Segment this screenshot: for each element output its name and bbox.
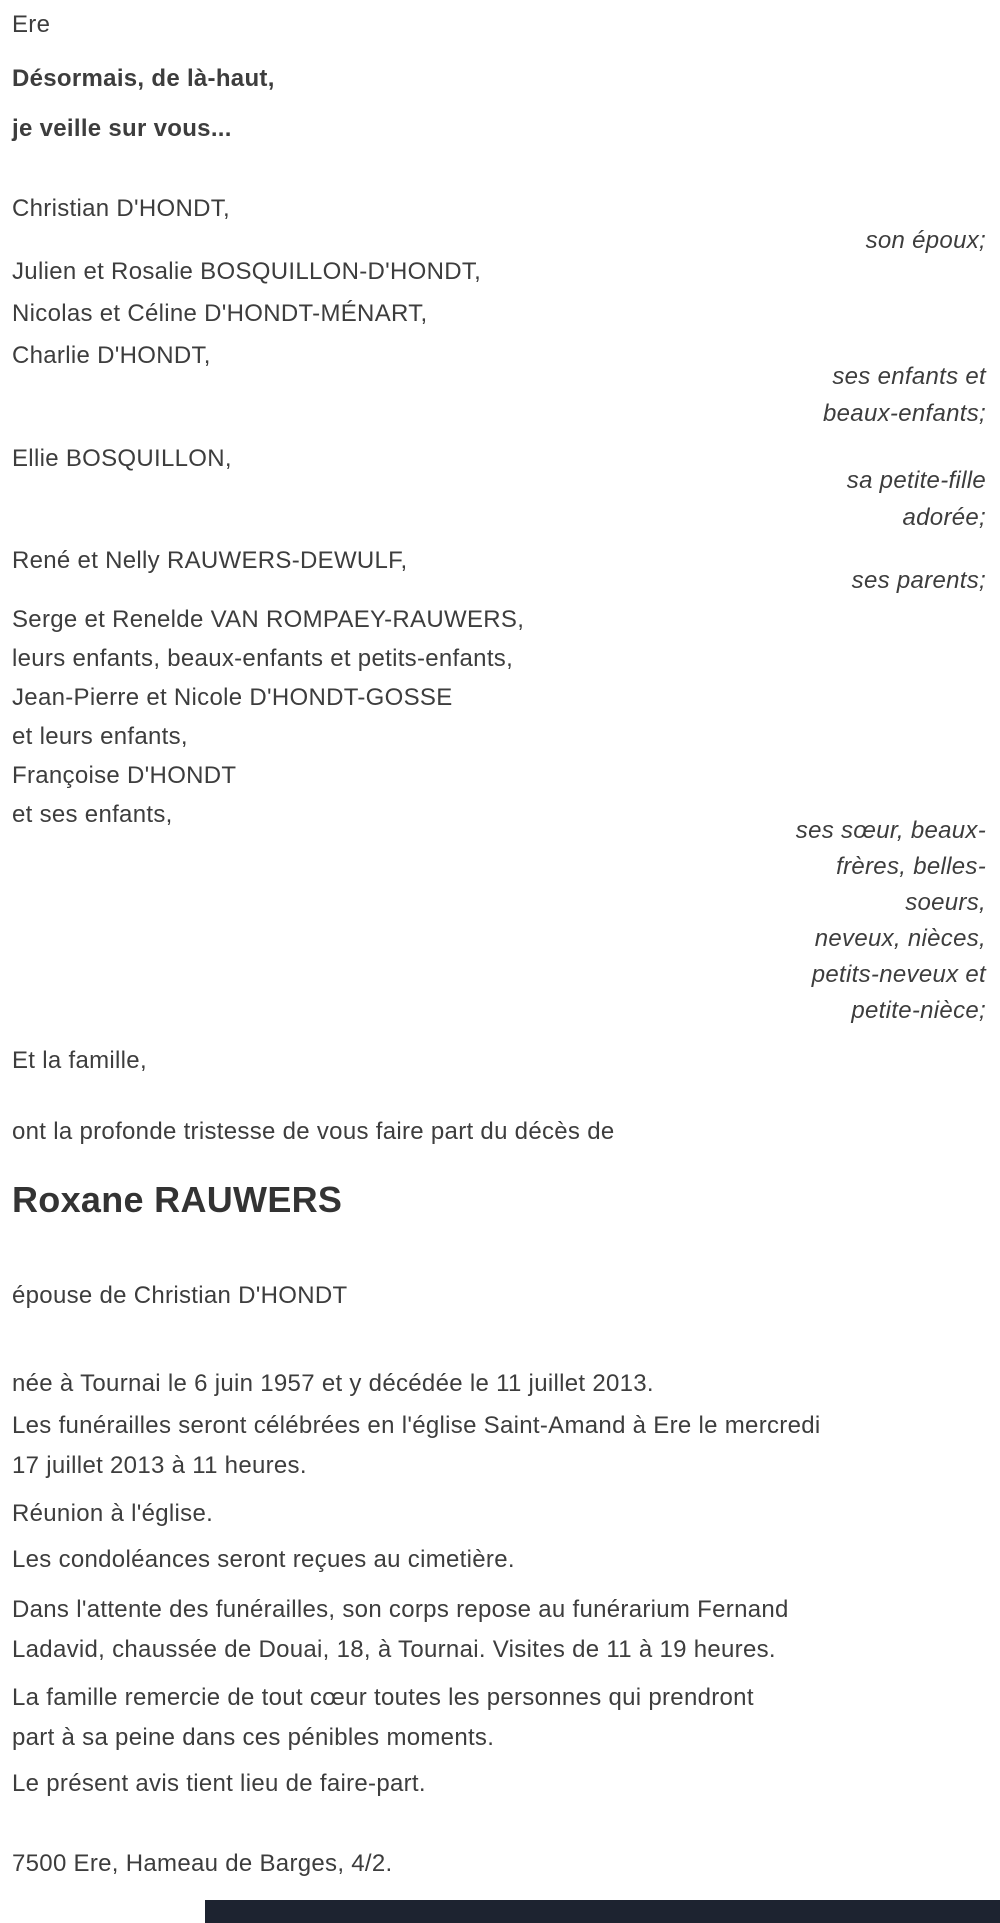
announcement-text: ont la profonde tristesse de vous faire part du décès de <box>12 1118 615 1145</box>
detail-line: Le présent avis tient lieu de faire-part. <box>12 1770 426 1797</box>
relation-label: beaux-enfants; <box>823 400 986 427</box>
detail-thanks <box>12 1678 754 1758</box>
relation-label: petits-neveux et <box>811 961 986 988</box>
relation-label: neveux, nièces, <box>814 925 986 952</box>
address: 7500 Ere, Hameau de Barges, 4/2. <box>12 1850 393 1877</box>
mourner-name: Julien et Rosalie BOSQUILLON-D'HONDT, <box>12 258 482 285</box>
mourner-name: et leurs enfants, <box>12 723 188 750</box>
mourner-name: René et Nelly RAUWERS-DEWULF, <box>12 547 408 574</box>
relation-label: sa petite-fille <box>846 467 986 494</box>
relation-group-parents <box>852 562 986 599</box>
detail-line: Ladavid, chaussée de Douai, 18, à Tournai. Visites de 11 à 19 heures. <box>12 1636 776 1663</box>
mourner-name: Et la famille, <box>12 1047 147 1074</box>
relation-label: son époux; <box>865 227 986 254</box>
detail-birth-death <box>12 1364 654 1404</box>
epigraph-line: je veille sur vous... <box>12 115 232 142</box>
detail-line: 17 juillet 2013 à 11 heures. <box>12 1452 307 1479</box>
detail-line: née à Tournai le 6 juin 1957 et y décédée le 11 juillet 2013. <box>12 1370 654 1397</box>
mourner-group-siblings <box>12 600 524 834</box>
detail-line: Les funérailles seront célébrées en l'église Saint-Amand à Ere le mercredi <box>12 1412 821 1439</box>
mourner-name: et ses enfants, <box>12 801 173 828</box>
footer-banner-partial <box>205 1900 1000 1923</box>
relation-label: ses parents; <box>851 567 986 594</box>
mourner-group-granddaughter <box>12 438 232 480</box>
mourner-name: Nicolas et Céline D'HONDT-MÉNART, <box>12 300 428 327</box>
relation-group-children <box>823 358 986 432</box>
mourner-name: Françoise D'HONDT <box>12 762 237 789</box>
deceased-spouse: épouse de Christian D'HONDT <box>12 1282 348 1309</box>
relation-label: adorée; <box>902 504 986 531</box>
detail-line: Les condoléances seront reçues au cimetière. <box>12 1546 515 1573</box>
mourner-group-spouse <box>12 188 230 230</box>
detail-funeral <box>12 1406 821 1486</box>
epigraph-line: Désormais, de là-haut, <box>12 65 275 92</box>
mourner-name: Ellie BOSQUILLON, <box>12 445 232 472</box>
relation-label: frères, belles- <box>836 853 986 880</box>
mourner-group-family <box>12 1040 147 1082</box>
relation-label: petite-nièce; <box>851 997 986 1024</box>
notice-location: Ere <box>12 11 51 38</box>
relation-label: ses enfants et <box>832 363 986 390</box>
relation-label: soeurs, <box>905 889 986 916</box>
mourner-group-parents <box>12 540 407 582</box>
epigraph <box>12 54 275 154</box>
detail-faire-part <box>12 1764 426 1804</box>
mourner-name: Charlie D'HONDT, <box>12 342 211 369</box>
mourner-name: Jean-Pierre et Nicole D'HONDT-GOSSE <box>12 684 453 711</box>
detail-line: La famille remercie de tout cœur toutes les personnes qui prendront <box>12 1684 754 1711</box>
mourner-name: Serge et Renelde VAN ROMPAEY-RAUWERS, <box>12 606 525 633</box>
relation-group-spouse <box>866 222 986 259</box>
detail-meeting <box>12 1494 213 1534</box>
detail-funerarium <box>12 1590 789 1670</box>
detail-line: Réunion à l'église. <box>12 1500 214 1527</box>
mourner-name: Christian D'HONDT, <box>12 195 231 222</box>
relation-group-siblings <box>796 813 986 1029</box>
mourner-name: leurs enfants, beaux-enfants et petits-enfants, <box>12 645 514 672</box>
mourner-group-children <box>12 251 481 377</box>
detail-line: part à sa peine dans ces pénibles moments. <box>12 1724 495 1751</box>
detail-line: Dans l'attente des funérailles, son corps repose au funérarium Fernand <box>12 1596 789 1623</box>
detail-condolences <box>12 1540 515 1580</box>
relation-label: ses sœur, beaux- <box>795 817 986 844</box>
deceased-name: Roxane RAUWERS <box>12 1179 343 1220</box>
relation-group-granddaughter <box>847 462 986 536</box>
